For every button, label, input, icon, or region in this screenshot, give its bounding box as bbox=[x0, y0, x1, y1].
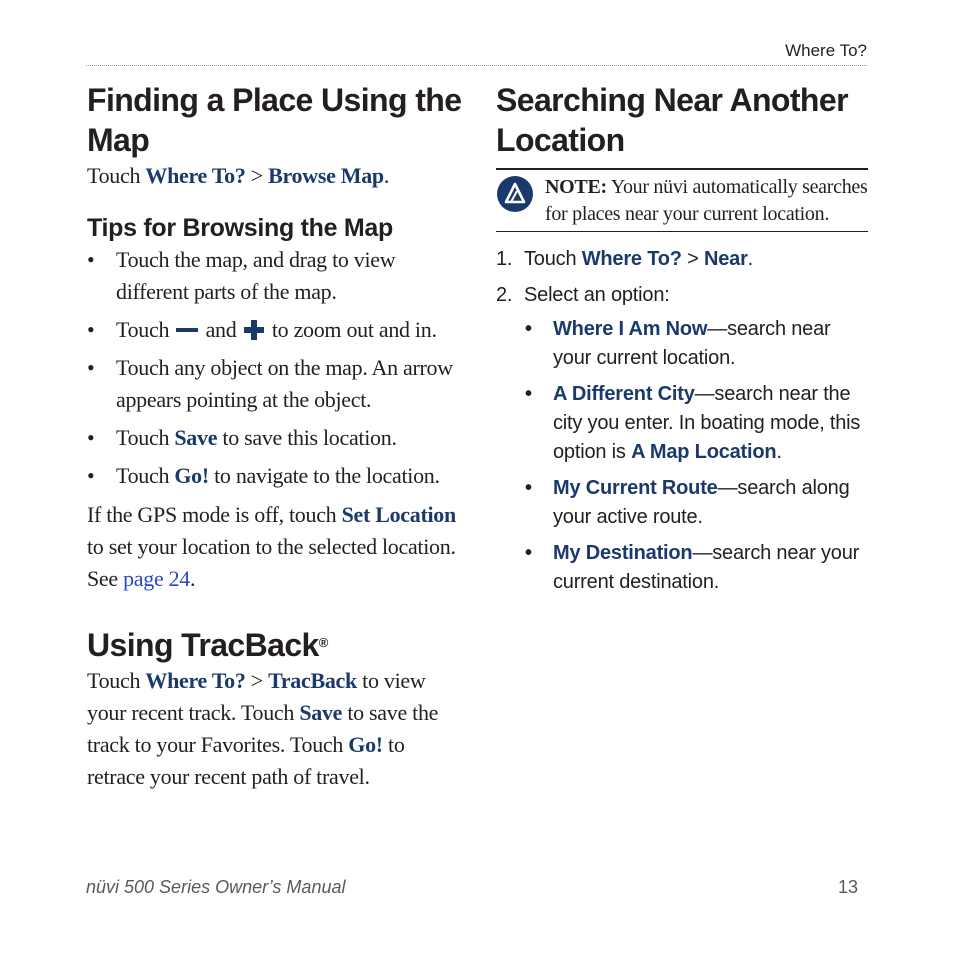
list-item bbox=[496, 380, 868, 467]
page-header bbox=[86, 41, 867, 66]
bullet: • bbox=[525, 477, 532, 499]
steps-list bbox=[496, 241, 868, 313]
list-item bbox=[496, 539, 868, 597]
bullet: • bbox=[87, 317, 95, 342]
save-label: Save bbox=[299, 700, 343, 725]
note-warning-icon bbox=[496, 175, 534, 213]
tracback-text: to view your recent track. Touch bbox=[87, 668, 426, 725]
plus-icon bbox=[244, 320, 264, 340]
page-number: 13 bbox=[837, 877, 858, 897]
save-label: Save bbox=[174, 425, 218, 450]
option-desc: —search near your current destination. bbox=[553, 542, 860, 593]
separator: > bbox=[250, 668, 263, 693]
tip-text: Touch bbox=[116, 463, 170, 488]
tracback-title bbox=[87, 625, 467, 665]
step-item bbox=[496, 277, 868, 313]
tip-text: Touch bbox=[116, 425, 170, 450]
list-item bbox=[87, 352, 467, 416]
bullet: • bbox=[525, 542, 532, 564]
where-to-label: Where To? bbox=[145, 163, 246, 188]
step-number: 2. bbox=[496, 284, 513, 306]
step-text: Select an option: bbox=[524, 284, 670, 306]
touch-text: Touch bbox=[87, 163, 141, 188]
minus-icon bbox=[176, 328, 198, 332]
footer-manual-title: nüvi 500 Series Owner’s Manual bbox=[86, 877, 346, 897]
step-text: Touch bbox=[524, 248, 577, 270]
option-name: My Destination bbox=[553, 542, 693, 564]
tip-text: and bbox=[205, 317, 237, 342]
period: . bbox=[747, 248, 754, 270]
tracback-paragraph bbox=[87, 665, 467, 793]
gps-paragraph bbox=[87, 499, 467, 595]
list-item bbox=[87, 314, 467, 346]
note-label: NOTE: bbox=[545, 176, 607, 198]
near-label: Near bbox=[703, 248, 748, 270]
where-to-label: Where To? bbox=[145, 668, 246, 693]
note-text: Your nüvi automatically searches for places near your current location. bbox=[545, 176, 868, 225]
list-item bbox=[87, 422, 467, 454]
tip-text: Touch bbox=[116, 317, 170, 342]
browse-map-label: Browse Map bbox=[268, 163, 384, 188]
period: . bbox=[190, 566, 196, 591]
searching-title: Searching Near Another Location bbox=[496, 82, 848, 158]
option-name: My Current Route bbox=[553, 477, 718, 499]
tracback-text: to save the track to your Favorites. Touch bbox=[87, 700, 439, 757]
finding-instructions bbox=[87, 160, 467, 192]
tip-text: to save this location. bbox=[222, 425, 397, 450]
set-location-label: Set Location bbox=[341, 502, 456, 527]
tip-text: Touch the map, and drag to view different parts of the map. bbox=[116, 247, 396, 304]
options-list bbox=[496, 315, 868, 597]
bullet: • bbox=[87, 425, 95, 450]
period: . bbox=[776, 441, 782, 463]
list-item bbox=[496, 474, 868, 532]
tip-text: to navigate to the location. bbox=[214, 463, 440, 488]
finding-title: Finding a Place Using the Map bbox=[87, 82, 462, 158]
tip-text: Touch any object on the map. An arrow appears pointing at the object. bbox=[116, 355, 453, 412]
separator: > bbox=[250, 163, 263, 188]
list-item bbox=[87, 244, 467, 308]
running-header: Where To? bbox=[785, 41, 867, 60]
tip-text: to zoom out and in. bbox=[271, 317, 437, 342]
list-item bbox=[496, 315, 868, 373]
tracback-title-text: Using TracBack bbox=[87, 627, 319, 663]
where-to-label: Where To? bbox=[581, 248, 682, 270]
tracback-text: to retrace your recent path of travel. bbox=[87, 732, 405, 789]
tips-title: Tips for Browsing the Map bbox=[87, 214, 393, 242]
right-column bbox=[496, 80, 868, 604]
tracback-label: TracBack bbox=[268, 668, 357, 693]
map-location-label: A Map Location bbox=[631, 441, 777, 463]
bullet: • bbox=[87, 463, 95, 488]
option-desc: —search near your current location. bbox=[553, 318, 831, 369]
gps-text: If the GPS mode is off, touch bbox=[87, 502, 337, 527]
option-desc: —search along your active route. bbox=[553, 477, 850, 528]
option-name: A Different City bbox=[553, 383, 695, 405]
note-box bbox=[496, 168, 868, 232]
step-number: 1. bbox=[496, 248, 513, 270]
bullet: • bbox=[525, 318, 532, 340]
bullet: • bbox=[87, 355, 95, 380]
tracback-text: Touch bbox=[87, 668, 141, 693]
left-column bbox=[87, 80, 467, 793]
tips-list bbox=[87, 244, 467, 492]
bullet: • bbox=[87, 247, 95, 272]
separator: > bbox=[687, 248, 699, 270]
bullet: • bbox=[525, 383, 532, 405]
go-label: Go! bbox=[174, 463, 209, 488]
gps-text: to set your location to the selected location. See bbox=[87, 534, 456, 591]
option-name: Where I Am Now bbox=[553, 318, 708, 340]
list-item bbox=[87, 460, 467, 492]
page-link[interactable]: page 24 bbox=[123, 566, 191, 591]
registered-mark: ® bbox=[318, 635, 328, 650]
option-desc: —search near the city you enter. In boating mode, this option is bbox=[553, 383, 861, 463]
step-item bbox=[496, 241, 868, 277]
go-label: Go! bbox=[348, 732, 383, 757]
period: . bbox=[383, 163, 390, 188]
